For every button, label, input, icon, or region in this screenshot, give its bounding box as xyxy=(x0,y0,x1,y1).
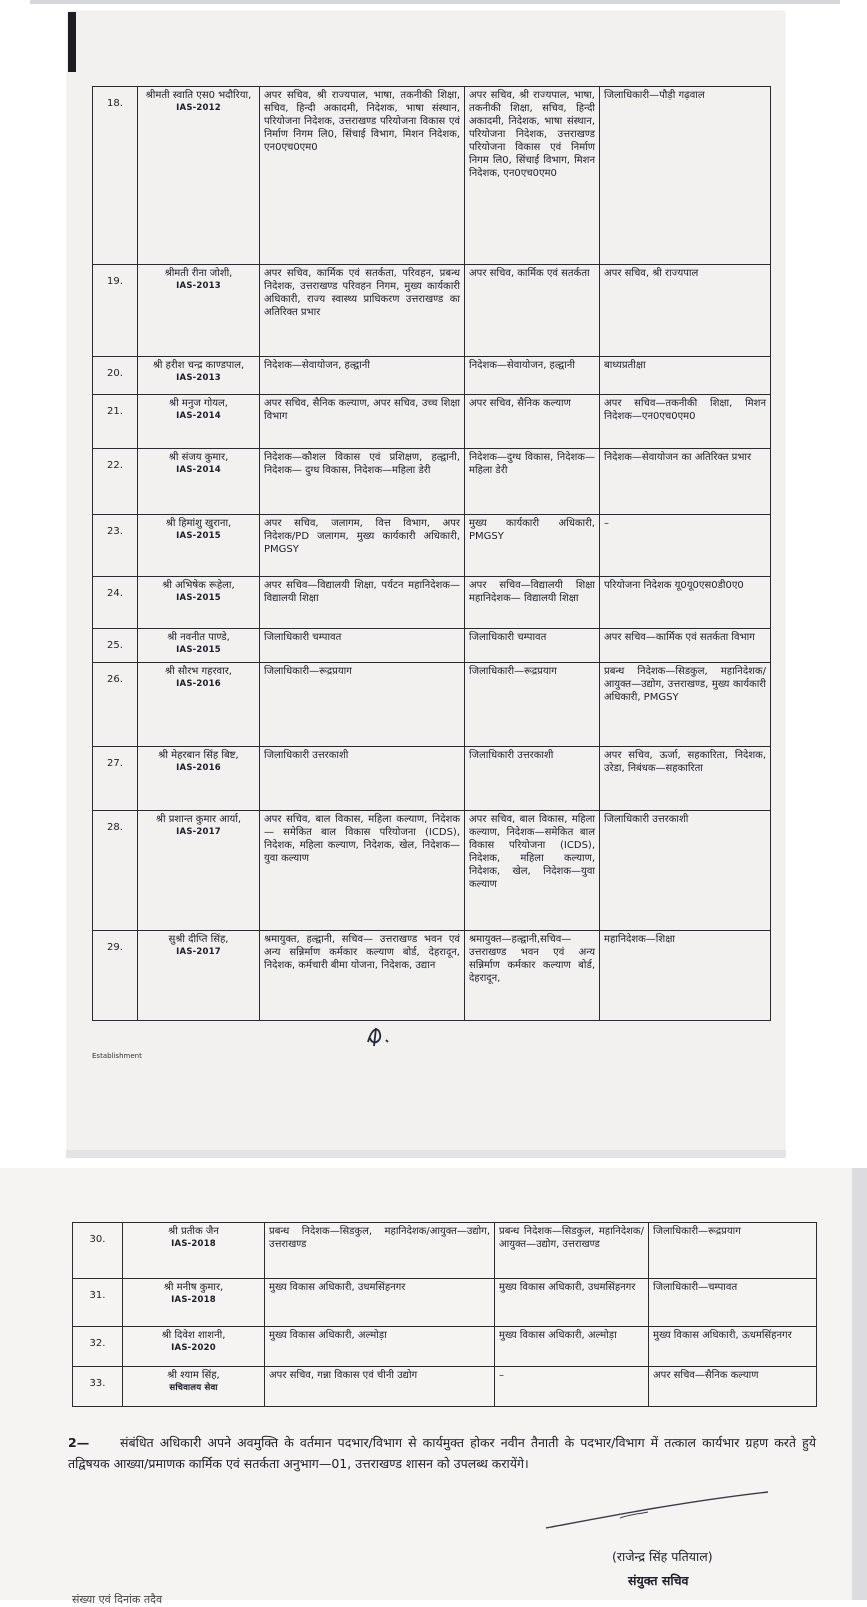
current-post-cell: अपर सचिव, श्री राज्यपाल, भाषा, तकनीकी शिक्षा, सचिव, हिन्दी अकादमी, निदेशक, भाषा संस्थान, परियोजना निदेशक, उत्तराखण्ड परियोजना विकास एवं निर्माण निगम लि0, सिंचाई विभाग, मिशन निदेशक, एन0एच0एम0 xyxy=(260,87,465,265)
officer-batch: IAS-2017 xyxy=(176,947,221,957)
posting-table-page-1 xyxy=(92,86,771,1021)
officer-name: श्री हरीश चन्द्र काण्डपाल, xyxy=(152,360,245,371)
page-2-right-edge xyxy=(852,1168,867,1600)
row-number: 33. xyxy=(73,1367,123,1407)
instruction-paragraph xyxy=(68,1432,816,1474)
current-post-cell: अपर सचिव, बाल विकास, महिला कल्याण, निदेशक— समेकित बाल विकास परियोजना (ICDS), निदेशक, महिला कल्याण, निदेशक, खेल, निदेशक—युवा कल्याण xyxy=(260,811,465,931)
current-post-cell: मुख्य विकास अधिकारी, उधमसिंहनगर xyxy=(265,1279,495,1327)
officer-name: श्री मेहरबान सिंह बिष्ट, xyxy=(158,750,239,761)
officer-batch: सचिवालय सेवा xyxy=(169,1383,218,1393)
row-number: 20. xyxy=(93,357,138,395)
table-row xyxy=(93,629,771,663)
officer-cell xyxy=(138,357,260,395)
officer-name: सुश्री दीप्ति सिंह, xyxy=(168,934,229,945)
officer-name: श्री दिवेश शाशनी, xyxy=(161,1330,226,1341)
officer-batch: IAS-2014 xyxy=(176,465,221,475)
new-post-cell: अपर सचिव, ऊर्जा, सहकारिता, निदेशक, उरेडा, निबंधक—सहकारिता xyxy=(600,747,771,811)
officer-name: श्री मनीष कुमार, xyxy=(163,1282,224,1293)
table-row xyxy=(73,1327,817,1367)
new-post-cell: निदेशक—सेवायोजन का अतिरिक्त प्रभार xyxy=(600,449,771,515)
current-post-cell: अपर सचिव—विद्यालयी शिक्षा, पर्यटन महानिदेशक— विद्यालयी शिक्षा xyxy=(260,577,465,629)
table-row xyxy=(73,1367,817,1407)
officer-batch: IAS-2013 xyxy=(176,373,221,383)
officer-cell xyxy=(123,1223,265,1279)
officer-name: श्री मनुज गोयल, xyxy=(169,398,228,409)
relieved-post-cell: निदेशक—दुग्ध विकास, निदेशक—महिला डेरी xyxy=(465,449,600,515)
relieved-post-cell: अपर सचिव, कार्मिक एवं सतर्कता xyxy=(465,265,600,357)
table-row xyxy=(93,449,771,515)
current-post-cell: अपर सचिव, सैनिक कल्याण, अपर सचिव, उच्च शिक्षा विभाग xyxy=(260,395,465,449)
officer-cell xyxy=(138,515,260,577)
officer-name: श्री हिमांशु खुराना, xyxy=(165,518,232,529)
new-post-cell: बाध्यप्रतीक्षा xyxy=(600,357,771,395)
table-row xyxy=(93,931,771,1021)
officer-cell xyxy=(138,663,260,747)
officer-batch: IAS-2016 xyxy=(176,763,221,773)
initials-mark xyxy=(362,1020,402,1050)
row-number: 32. xyxy=(73,1327,123,1367)
current-post-cell: अपर सचिव, कार्मिक एवं सतर्कता, परिवहन, प्रबन्ध निदेशक, उत्तराखण्ड परिवहन निगम, मुख्य कार्यकारी अधिकारी, राज्य स्वास्थ्य प्राधिकरण उत्तराखण्ड का अतिरिक्त प्रभार xyxy=(260,265,465,357)
top-edge xyxy=(30,0,840,4)
officer-cell xyxy=(138,811,260,931)
table-row xyxy=(93,395,771,449)
row-number: 27. xyxy=(93,747,138,811)
officer-batch: IAS-2017 xyxy=(176,827,221,837)
officer-cell xyxy=(138,449,260,515)
new-post-cell: परियोजना निदेशक यू0यू0एस0डी0ए0 xyxy=(600,577,771,629)
officer-cell xyxy=(123,1279,265,1327)
table-row xyxy=(93,357,771,395)
officer-cell xyxy=(138,747,260,811)
officer-batch: IAS-2015 xyxy=(176,645,221,655)
officer-batch: IAS-2020 xyxy=(171,1343,216,1353)
row-number: 19. xyxy=(93,265,138,357)
table-row xyxy=(73,1279,817,1327)
officer-batch: IAS-2013 xyxy=(176,281,221,291)
relieved-post-cell: अपर सचिव, श्री राज्यपाल, भाषा, तकनीकी शिक्षा, सचिव, हिन्दी अकादमी, निदेशक, भाषा संस्थान, परियोजना निदेशक, उत्तराखण्ड परियोजना विकास एवं निर्माण निगम लि0, सिंचाई विभाग, मिशन निदेशक, एन0एच0एम0 xyxy=(465,87,600,265)
new-post-cell: अपर सचिव—सैनिक कल्याण xyxy=(649,1367,817,1407)
officer-batch: IAS-2018 xyxy=(171,1295,216,1305)
posting-table-page-2 xyxy=(72,1222,817,1407)
officer-cell xyxy=(138,577,260,629)
current-post-cell: अपर सचिव, गन्ना विकास एवं चीनी उद्योग xyxy=(265,1367,495,1407)
row-number: 28. xyxy=(93,811,138,931)
current-post-cell: अपर सचिव, जलागम, वित्त विभाग, अपर निदेशक/PD जलागम, मुख्य कार्यकारी अधिकारी, PMGSY xyxy=(260,515,465,577)
officer-cell xyxy=(138,87,260,265)
officer-cell xyxy=(138,265,260,357)
relieved-post-cell: जिलाधिकारी चम्पावत xyxy=(465,629,600,663)
current-post-cell: जिलाधिकारी—रूद्रप्रयाग xyxy=(260,663,465,747)
officer-cell xyxy=(123,1327,265,1367)
officer-batch: IAS-2018 xyxy=(171,1239,216,1249)
row-number: 26. xyxy=(93,663,138,747)
officer-cell xyxy=(123,1367,265,1407)
new-post-cell: जिलाधिकारी—चम्पावत xyxy=(649,1279,817,1327)
current-post-cell: जिलाधिकारी चम्पावत xyxy=(260,629,465,663)
relieved-post-cell: – xyxy=(495,1367,649,1407)
officer-cell xyxy=(138,395,260,449)
row-number: 29. xyxy=(93,931,138,1021)
new-post-cell: जिलाधिकारी—पौड़ी गढ़वाल xyxy=(600,87,771,265)
relieved-post-cell: श्रमायुक्त—हल्द्वानी,सचिव— उत्तराखण्ड भवन एवं अन्य सन्निर्माण कर्मकार कल्याण बोर्ड, देहरादून, xyxy=(465,931,600,1021)
new-post-cell: जिलाधिकारी—रूद्रप्रयाग xyxy=(649,1223,817,1279)
relieved-post-cell: अपर सचिव—विद्यालयी शिक्षा महानिदेशक— विद्यालयी शिक्षा xyxy=(465,577,600,629)
new-post-cell: अपर सचिव—कार्मिक एवं सतर्कता विभाग xyxy=(600,629,771,663)
officer-cell xyxy=(138,629,260,663)
row-number: 23. xyxy=(93,515,138,577)
relieved-post-cell: मुख्य विकास अधिकारी, अल्मोड़ा xyxy=(495,1327,649,1367)
relieved-post-cell: जिलाधिकारी उत्तरकाशी xyxy=(465,747,600,811)
new-post-cell: – xyxy=(600,515,771,577)
officer-name: श्री प्रशान्त कुमार आर्या, xyxy=(155,814,242,825)
row-number: 25. xyxy=(93,629,138,663)
officer-batch: IAS-2016 xyxy=(176,679,221,689)
relieved-post-cell: अपर सचिव, बाल विकास, महिला कल्याण, निदेशक—समेकित बाल विकास परियोजना (ICDS), निदेशक, महिला कल्याण, निदेशक, खेल, निदेशक—युवा कल्याण xyxy=(465,811,600,931)
reference-line-cut: संख्या एवं दिनांक तदैव xyxy=(72,1593,163,1606)
officer-name: श्री श्याम सिंह, xyxy=(167,1370,220,1381)
officer-cell xyxy=(138,931,260,1021)
officer-name: श्री सौरभ गहरवार, xyxy=(165,666,232,677)
officer-name: श्री नवनीत पाण्डे, xyxy=(167,632,230,643)
table-row xyxy=(93,811,771,931)
officer-name: श्रीमती स्वाति एस0 भदौरिया, xyxy=(145,90,252,101)
table-row xyxy=(93,265,771,357)
row-number: 21. xyxy=(93,395,138,449)
row-number: 31. xyxy=(73,1279,123,1327)
officer-name: श्रीमती रीना जोशी, xyxy=(164,268,233,279)
relieved-post-cell: मुख्य विकास अधिकारी, उधमसिंहनगर xyxy=(495,1279,649,1327)
table-row xyxy=(73,1223,817,1279)
relieved-post-cell: मुख्य कार्यकारी अधिकारी, PMGSY xyxy=(465,515,600,577)
relieved-post-cell: निदेशक—सेवायोजन, हल्द्वानी xyxy=(465,357,600,395)
page-1-bottom-edge xyxy=(66,1150,786,1158)
officer-name: श्री संजय कुमार, xyxy=(168,452,229,463)
establishment-footer: Establishment xyxy=(92,1052,142,1060)
current-post-cell: निदेशक—सेवायोजन, हल्द्वानी xyxy=(260,357,465,395)
row-number: 30. xyxy=(73,1223,123,1279)
officer-batch: IAS-2015 xyxy=(176,593,221,603)
relieved-post-cell: अपर सचिव, सैनिक कल्याण xyxy=(465,395,600,449)
current-post-cell: श्रमायुक्त, हल्द्वानी, सचिव— उत्तराखण्ड भवन एवं अन्य सन्निर्माण कर्मकार कल्याण बोर्ड, देहरादून, निदेशक, कर्मचारी बीमा योजना, निदेशक, उद्यान xyxy=(260,931,465,1021)
current-post-cell: जिलाधिकारी उत्तरकाशी xyxy=(260,747,465,811)
officer-batch: IAS-2012 xyxy=(176,103,221,113)
officer-name: श्री प्रतीक जैन xyxy=(168,1226,219,1237)
officer-name: श्री अभिषेक रूहेला, xyxy=(162,580,235,591)
paragraph-text: संबंधित अधिकारी अपने अवमुक्ति के वर्तमान पदभार/विभाग से कार्यमुक्त होकर नवीन तैनाती के पदभार/विभाग में तत्काल कार्यभार ग्रहण करते हुये तद्विषयक आख्या/प्रमाणक कार्मिक एवं सतर्कता अनुभाग—01, उत्तराखण्ड शासन को उपलब्ध करायेंगे। xyxy=(68,1435,816,1471)
signature xyxy=(540,1478,780,1538)
paragraph-number: 2— xyxy=(68,1435,90,1450)
table-row xyxy=(93,515,771,577)
table-row xyxy=(93,577,771,629)
new-post-cell: जिलाधिकारी उत्तरकाशी xyxy=(600,811,771,931)
table-row xyxy=(93,663,771,747)
page-corner-shadow xyxy=(68,12,76,72)
new-post-cell: अपर सचिव—तकनीकी शिक्षा, मिशन निदेशक—एन0एच0एम0 xyxy=(600,395,771,449)
table-row xyxy=(93,87,771,265)
relieved-post-cell: जिलाधिकारी—रूद्रप्रयाग xyxy=(465,663,600,747)
new-post-cell: अपर सचिव, श्री राज्यपाल xyxy=(600,265,771,357)
row-number: 18. xyxy=(93,87,138,265)
signatory-title: संयुक्त सचिव xyxy=(628,1573,689,1588)
new-post-cell: प्रबन्ध निदेशक—सिडकुल, महानिदेशक/आयुक्त—उद्योग, उत्तराखण्ड, मुख्य कार्यकारी अधिकारी, PMGSY xyxy=(600,663,771,747)
officer-batch: IAS-2015 xyxy=(176,531,221,541)
current-post-cell: मुख्य विकास अधिकारी, अल्मोड़ा xyxy=(265,1327,495,1367)
relieved-post-cell: प्रबन्ध निदेशक—सिडकुल, महानिदेशक/आयुक्त—उद्योग, उत्तराखण्ड xyxy=(495,1223,649,1279)
current-post-cell: प्रबन्ध निदेशक—सिडकुल, महानिदेशक/आयुक्त—उद्योग, उत्तराखण्ड xyxy=(265,1223,495,1279)
officer-batch: IAS-2014 xyxy=(176,411,221,421)
row-number: 22. xyxy=(93,449,138,515)
table-row xyxy=(93,747,771,811)
new-post-cell: महानिदेशक—शिक्षा xyxy=(600,931,771,1021)
new-post-cell: मुख्य विकास अधिकारी, ऊधमसिंहनगर xyxy=(649,1327,817,1367)
current-post-cell: निदेशक—कौशल विकास एवं प्रशिक्षण, हल्द्वानी, निदेशक— दुग्ध विकास, निदेशक—महिला डेरी xyxy=(260,449,465,515)
row-number: 24. xyxy=(93,577,138,629)
signatory-name: (राजेन्द्र सिंह पतियाल) xyxy=(612,1549,713,1564)
